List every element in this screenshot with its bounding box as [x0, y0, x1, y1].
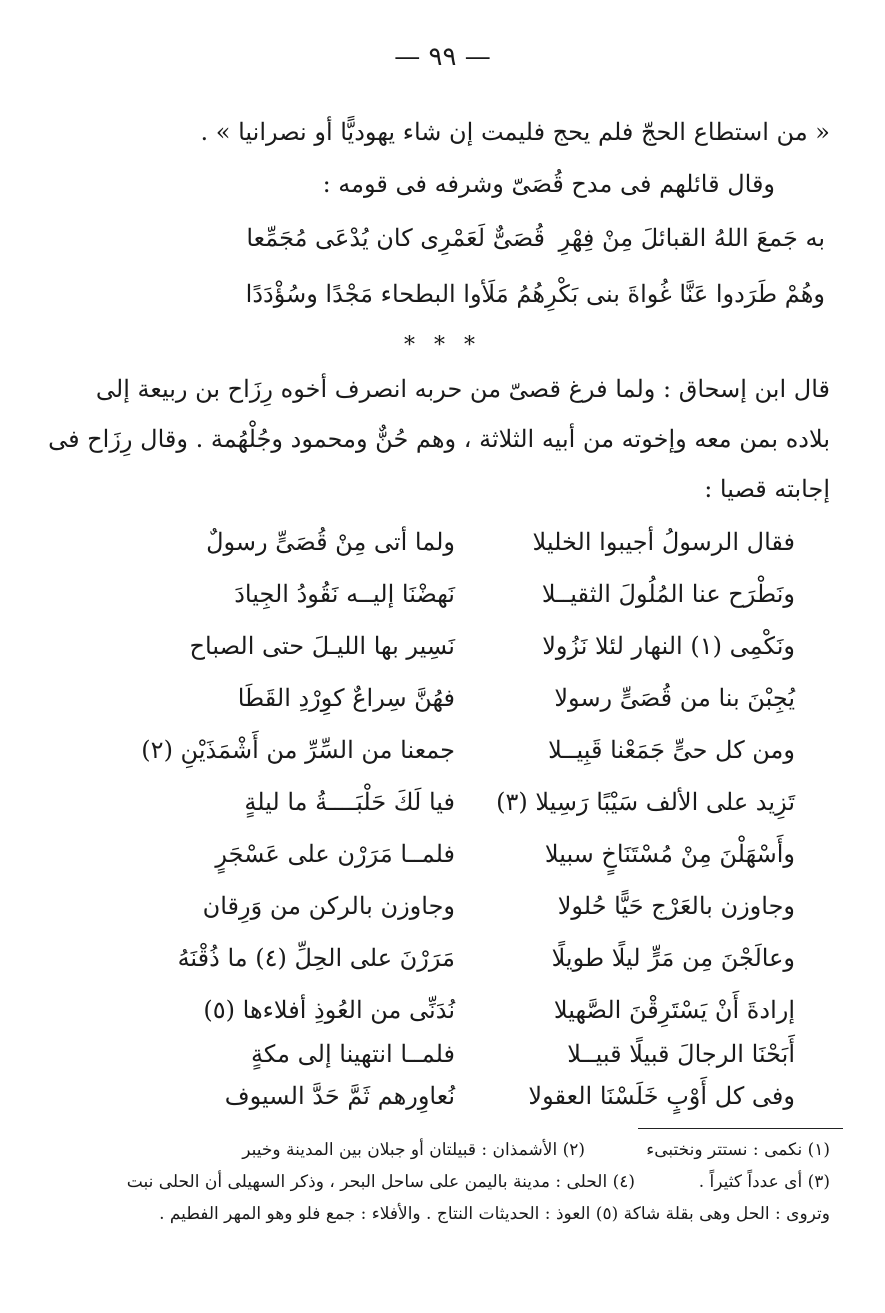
section-separator: * * *: [404, 333, 481, 358]
verse-second-half: وجاوزن بالعَرْج حَيًّا حُلولا: [557, 892, 795, 920]
verse-first-half: نُدَنِّى من العُوذِ أفلاءها (٥): [203, 996, 455, 1024]
text-line: قال ابن إسحاق : ولما فرغ قصىّ من حربه انصرف أخوه رِزَاح بن ربيعة إلى: [95, 375, 830, 403]
verse-second-half: تَزِيد على الألف سَيْبًا رَسِيلا (٣): [496, 788, 795, 816]
verse-second-half: وعالَجْنَ مِن مَرٍّ ليلًا طويلًا: [551, 944, 795, 972]
text-line: « من استطاع الحجّ فلم يحج فليمت إن شاء يهوديًّا أو نصرانيا » .: [200, 118, 830, 146]
footnote: (١) نكمى : نستتر ونختبىء: [646, 1140, 830, 1160]
verse-first-half: هُمُ مَلَأوا البطحاء مَجْدًا وسُؤْدَدًا: [245, 280, 545, 308]
verse-second-half: يُجِبْنَ بنا من قُصَىٍّ رسولا: [554, 684, 795, 712]
footnote: (٤) الحلى : مدينة باليمن على ساحل البحر ، وذكر السهيلى أن الحلى نبت: [126, 1172, 635, 1192]
verse-second-half: به جَمعَ اللهُ القبائلَ مِنْ فِهْرِ: [558, 224, 825, 252]
verse-second-half: ونَطْرَح عنا المُلُولَ الثقيــلا: [541, 580, 795, 608]
footnote-divider: [638, 1128, 843, 1129]
verse-second-half: فقال الرسولُ أجيبوا الخليلا: [532, 528, 795, 556]
verse-first-half: فهُنَّ سِراعٌ كوِرْدِ القَطَا: [237, 684, 455, 712]
verse-first-half: قُصَىٌّ لَعَمْرِى كان يُدْعَى مُجَمِّعا: [246, 224, 545, 252]
verse-second-half: إرادةَ أَنْ يَسْتَرِقْنَ الصَّهيلا: [553, 996, 795, 1024]
verse-first-half: جمعنا من السِّرِّ من أَشْمَذَيْنِ (٢): [141, 736, 455, 764]
verse-second-half: وهُمْ طَرَدوا عَنَّا غُواةَ بنى بَكْرِ: [545, 280, 825, 308]
text-line: وقال قائلهم فى مدح قُصَىّ وشرفه فى قومه :: [322, 170, 775, 198]
verse-first-half: ولما أتى مِنْ قُصَىٍّ رسولٌ: [206, 528, 455, 556]
verse-second-half: وأَسْهَلْنَ مِنْ مُسْتَنَاخٍ سبيلا: [544, 840, 795, 868]
text-line: بلاده بمن معه وإخوته من أبيه الثلاثة ، وهم حُنٌّ ومحمود وجُلْهُمة . وقال رِزَاح فى: [48, 425, 830, 453]
verse-first-half: نُعاوِرهم ثَمَّ حَدَّ السيوف: [224, 1082, 455, 1110]
verse-first-half: مَرَرْنَ على الحِلِّ (٤) ما ذُقْنَهُ: [177, 944, 455, 972]
verse-second-half: ومن كل حىٍّ جَمَعْنا قَبِيــلا: [548, 736, 795, 764]
verse-second-half: ونَكْمِى (١) النهار لئلا نَزُولا: [542, 632, 795, 660]
footnote: (٣) أى عدداً كثيراً .: [698, 1172, 830, 1192]
verse-first-half: فيا لَكَ حَلْبَــــةُ ما ليلةٍ: [244, 788, 455, 816]
verse-first-half: فلمــا مَرَرْن على عَسْجَرٍ: [215, 840, 455, 868]
verse-second-half: أَبَحْنَا الرجالَ قبيلًا قبيــلا: [567, 1040, 795, 1068]
text-line: إجابته قصيا :: [704, 475, 830, 503]
verse-first-half: وجاوزن بالركن من وَرِقان: [202, 892, 455, 920]
footnote: وتروى : الحل وهى بقلة شاكة (٥) العوذ : الحديثات النتاج . والأفلاء : جمع فلو وهو المهر الفطيم .: [159, 1204, 830, 1224]
footnote: (٢) الأشمذان : قبيلتان أو جبلان بين المدينة وخيبر: [242, 1140, 585, 1160]
verse-first-half: فلمــا انتهينا إلى مكةٍ: [251, 1040, 455, 1068]
verse-first-half: نَهضْنَا إليــه نَقُودُ الجِيادَ: [234, 580, 455, 608]
verse-second-half: وفى كل أَوْبٍ خَلَسْنَا العقولا: [528, 1082, 795, 1110]
page-number: — ٩٩ —: [394, 42, 491, 72]
verse-first-half: نَسِير بها الليـلَ حتى الصباح: [189, 632, 455, 660]
